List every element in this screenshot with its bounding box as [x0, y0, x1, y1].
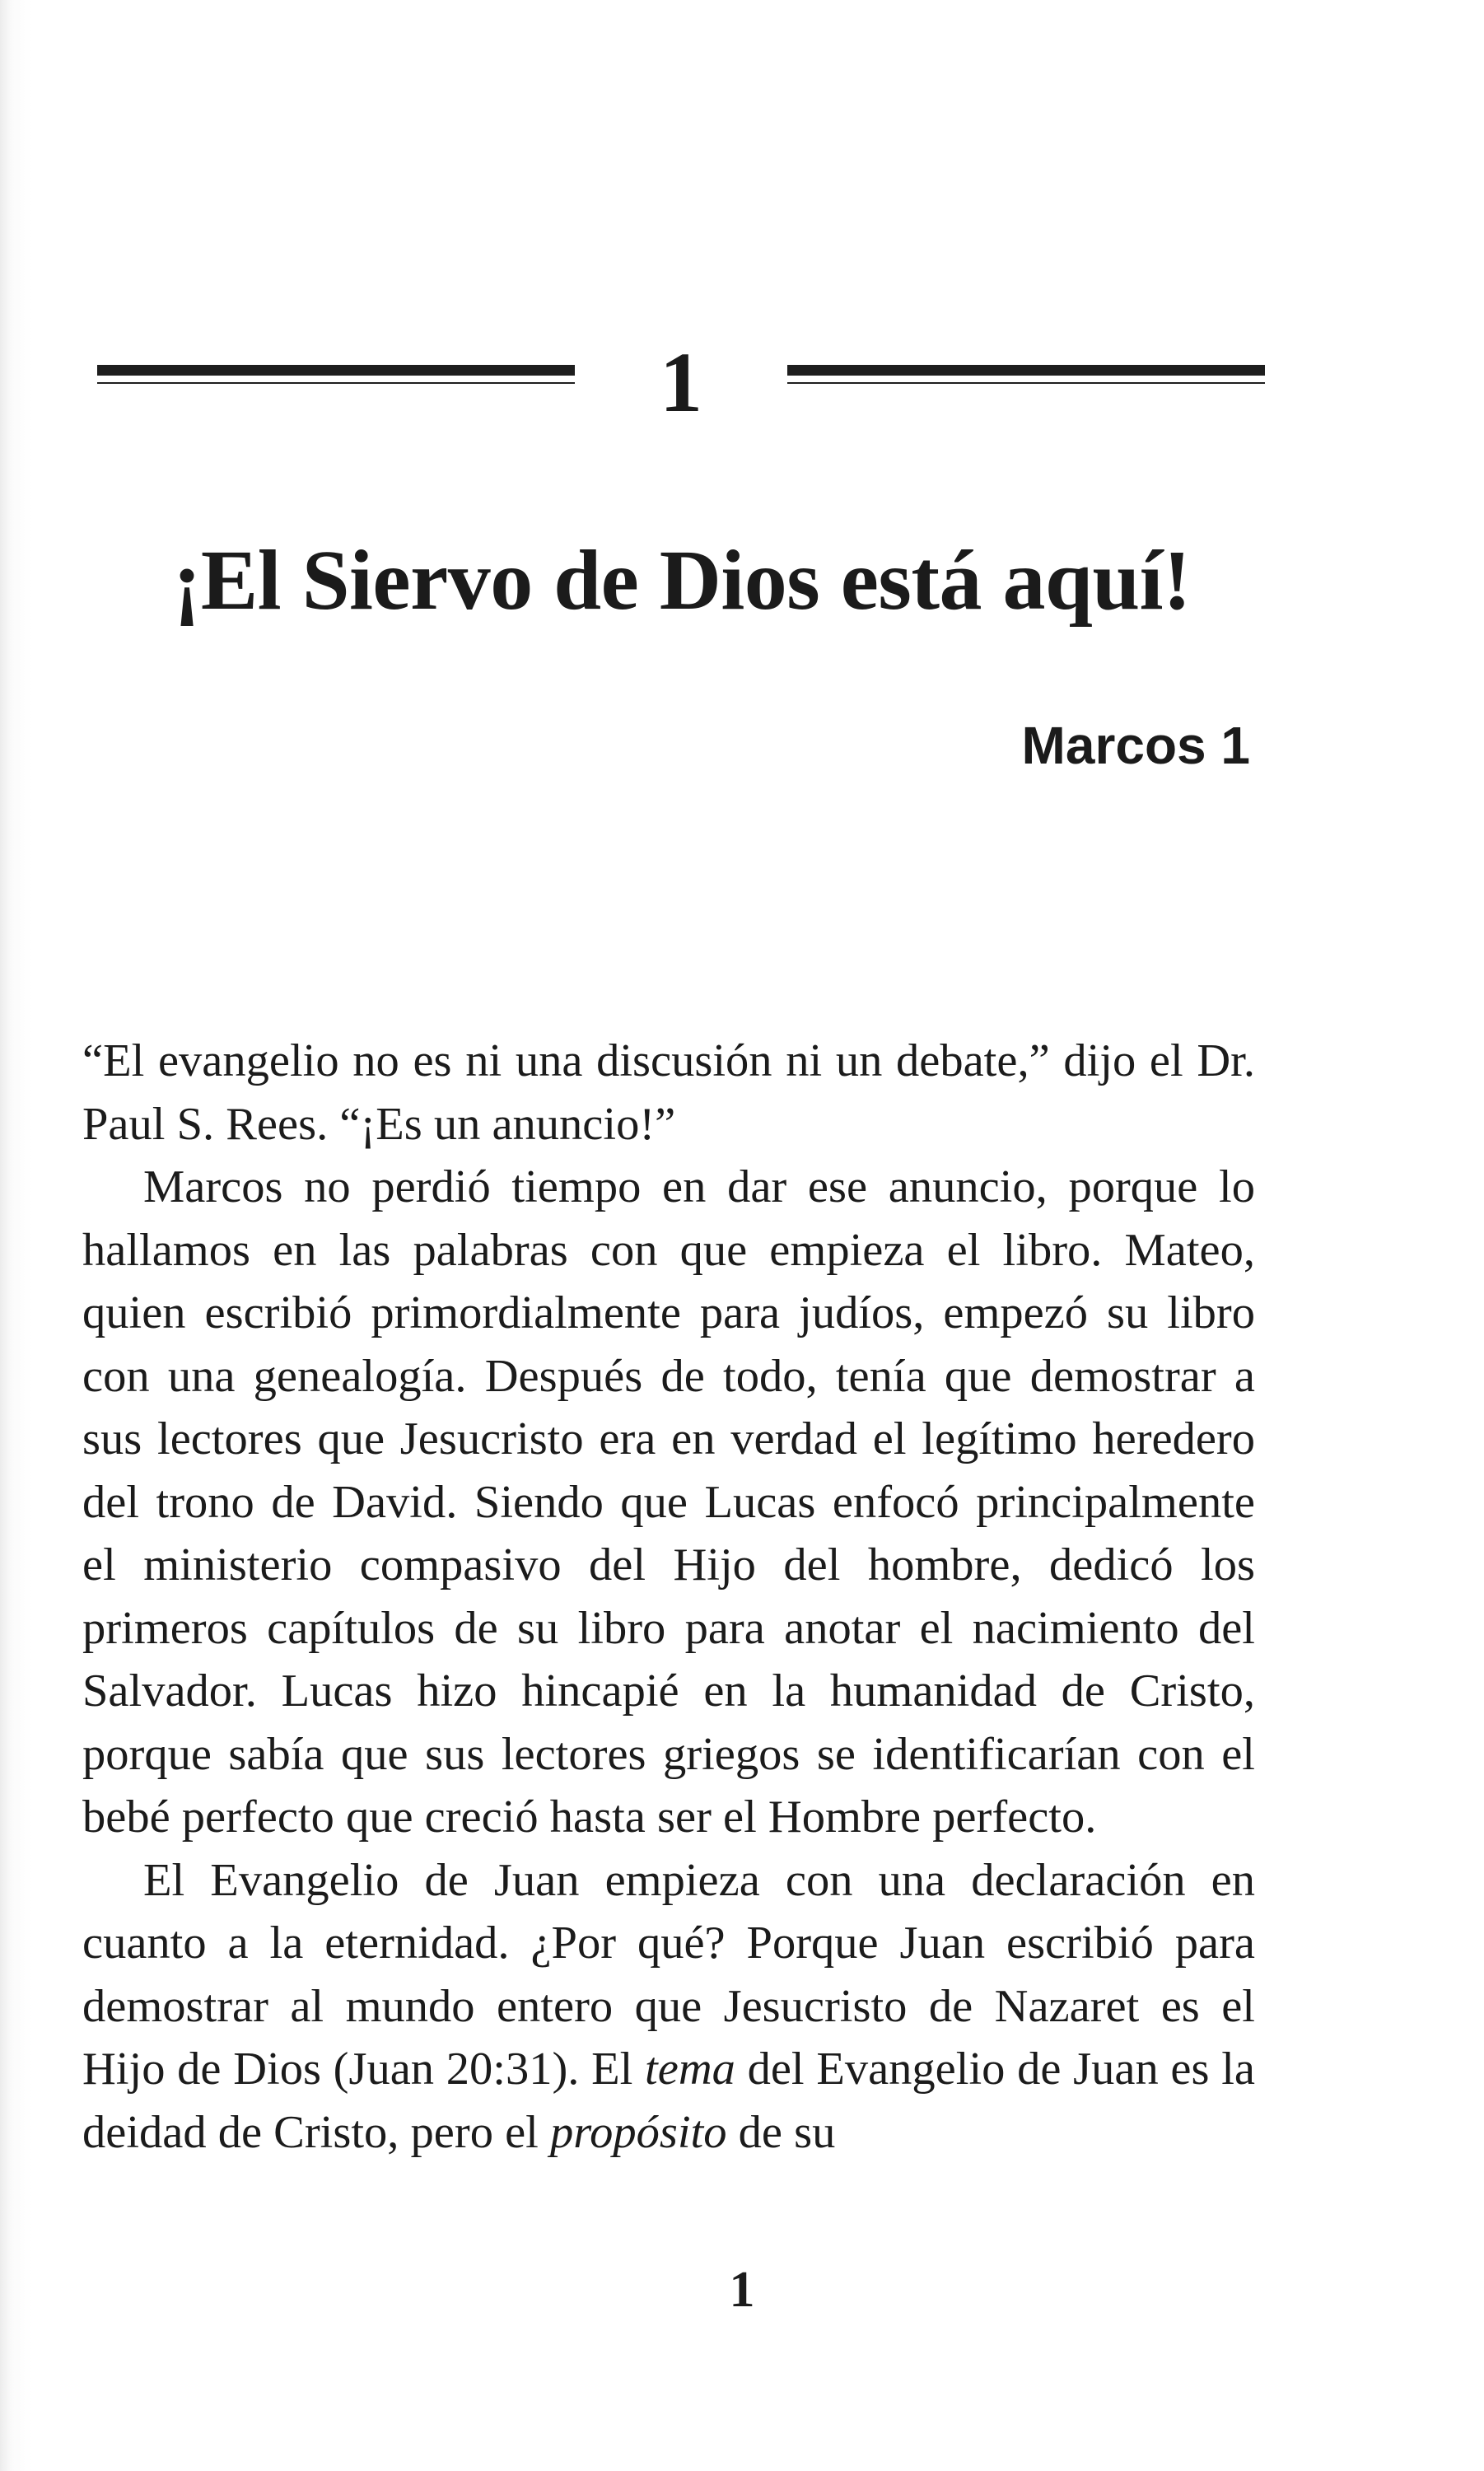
chapter-rule-right	[787, 365, 1265, 384]
chapter-title: ¡El Siervo de Dios está aquí!	[172, 533, 1192, 628]
paragraph-john	[82, 1849, 1255, 2165]
paragraph-quote: “El evangelio no es ni una discusión ni un debate,” dijo el Dr. Paul S. Rees. “¡Es un anuncio!”	[82, 1035, 1255, 1150]
paragraph-john-text-1: El Evangelio de Juan empieza con una declaración en cuanto a la eternidad. ¿Por qué? Porque Juan escribió para demostrar al mundo entero que Jesucristo de Nazaret es el Hijo de Dios (Juan 20:31). El	[82, 1854, 1255, 2095]
body-text	[82, 1030, 1255, 2164]
page-number: 1	[729, 2262, 755, 2318]
paragraph-john-text-2: del Evangelio de Juan es la deidad de Cristo, pero el	[82, 2044, 1255, 2158]
paragraph-gospels: Marcos no perdió tiempo en dar ese anuncio, porque lo hallamos en las palabras con que empieza el libro. Mateo, quien escribió primordialmente para judíos, empezó su libro con una genealogía. Después de todo, tenía que demostrar a sus lectores que Jesucristo era en verdad el legítimo heredero del trono de David. Siendo que Lucas enfocó principalmente el ministerio compasivo del Hijo del hombre, dedicó los primeros capítulos de su libro para anotar el nacimiento del Salvador. Lucas hizo hincapié en la humanidad de Cristo, porque sabía que sus lectores griegos se identificarían con el bebé perfecto que creció hasta ser el Hombre perfecto.	[82, 1161, 1255, 1843]
italic-word-tema: tema	[645, 2044, 735, 2095]
paragraph-john-text-3: de su	[726, 2106, 836, 2158]
scripture-reference: Marcos 1	[1021, 716, 1250, 775]
chapter-heading	[97, 325, 1265, 441]
italic-word-proposito: propósito	[549, 2106, 727, 2158]
chapter-number: 1	[660, 335, 702, 430]
